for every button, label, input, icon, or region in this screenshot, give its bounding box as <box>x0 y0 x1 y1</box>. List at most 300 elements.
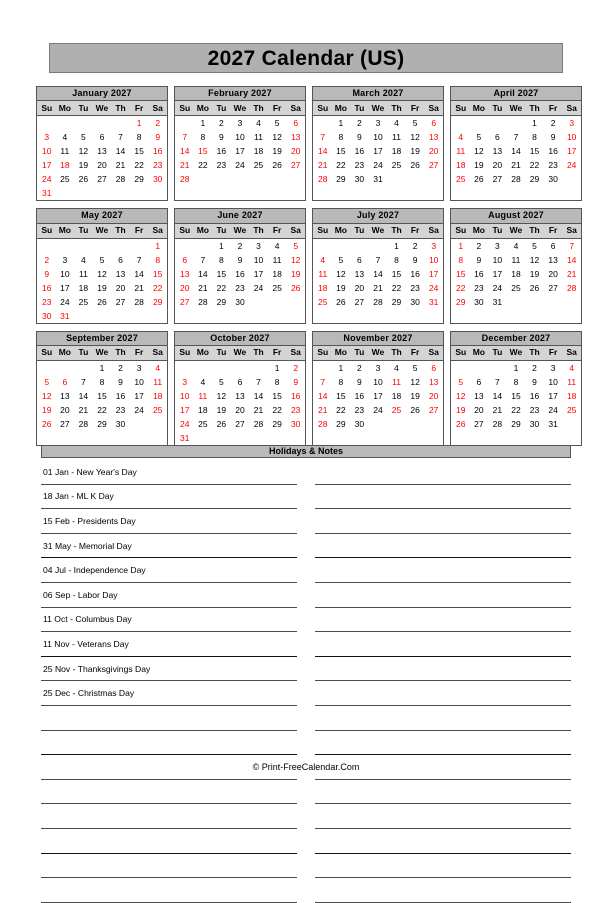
day-cell: 28 <box>198 296 208 307</box>
day-cell: 14 <box>180 146 190 157</box>
day-cell: 7 <box>256 377 261 388</box>
week-row <box>175 130 305 144</box>
day-cell: 30 <box>548 174 558 185</box>
day-cell: 18 <box>511 268 521 279</box>
weekday-header-th: Th <box>249 101 268 116</box>
day-cell: 23 <box>235 282 245 293</box>
day-cell: 31 <box>60 310 70 321</box>
day-cell: 10 <box>373 377 383 388</box>
weekday-header-row <box>451 101 581 116</box>
day-cell: 8 <box>99 377 105 388</box>
day-cell: 6 <box>62 377 68 388</box>
note-row-blank[interactable] <box>315 731 571 756</box>
day-cell: 8 <box>155 254 161 265</box>
day-cell-empty <box>111 238 130 253</box>
week-row <box>175 172 305 186</box>
week-row <box>175 144 305 158</box>
week-row <box>175 158 305 172</box>
month-table <box>451 346 581 431</box>
weekday-header-we: We <box>93 224 112 239</box>
day-cell: 2 <box>293 363 299 374</box>
day-cell: 2 <box>44 254 50 265</box>
holiday-note-row[interactable]: 01 Jan - New Year's Day <box>41 460 297 485</box>
day-cell: 20 <box>180 282 190 293</box>
weekday-header-row <box>451 346 581 361</box>
day-cell: 23 <box>42 296 52 307</box>
note-row-blank[interactable] <box>315 608 571 633</box>
weekday-header-we: We <box>507 101 526 116</box>
day-cell: 15 <box>97 391 107 402</box>
day-cell: 21 <box>198 282 208 293</box>
week-row <box>175 295 305 309</box>
note-row-blank[interactable] <box>315 854 571 879</box>
day-cell: 12 <box>97 268 107 279</box>
holiday-note-row[interactable]: 04 Jul - Independence Day <box>41 558 297 583</box>
day-cell: 7 <box>495 377 500 388</box>
day-cell: 21 <box>511 160 521 171</box>
day-cell: 3 <box>62 254 68 265</box>
day-cell: 3 <box>569 118 575 129</box>
day-cell: 16 <box>474 268 484 279</box>
weekday-header-th: Th <box>387 346 406 361</box>
day-cell: 25 <box>391 405 402 416</box>
note-row-blank[interactable] <box>315 509 571 534</box>
note-row-blank[interactable] <box>315 657 571 682</box>
day-cell: 16 <box>152 146 163 157</box>
week-row <box>37 116 167 131</box>
weekday-header-fr: Fr <box>406 224 425 239</box>
weekday-header-th: Th <box>249 224 268 239</box>
week-row <box>451 130 581 144</box>
day-cell: 11 <box>567 377 577 388</box>
day-cell: 8 <box>338 132 344 143</box>
day-cell: 6 <box>431 118 437 129</box>
month-table <box>313 224 443 309</box>
day-cell: 13 <box>235 391 245 402</box>
day-cell: 18 <box>391 391 402 402</box>
day-cell: 2 <box>118 363 123 374</box>
day-cell: 1 <box>274 363 280 374</box>
day-cell: 4 <box>569 363 575 374</box>
day-cell: 27 <box>290 160 301 171</box>
day-cell: 17 <box>566 146 577 157</box>
day-cell: 14 <box>318 391 328 402</box>
week-row <box>175 403 305 417</box>
day-cell: 31 <box>373 174 383 185</box>
weekday-header-fr: Fr <box>130 224 149 239</box>
week-row <box>313 403 443 417</box>
day-cell-empty <box>37 238 56 253</box>
holiday-note-row[interactable]: 25 Dec - Christmas Day <box>41 681 297 706</box>
day-cell: 16 <box>216 146 227 157</box>
month-title: July 2027 <box>313 209 443 223</box>
day-cell: 4 <box>155 363 161 374</box>
day-cell: 21 <box>115 160 126 171</box>
day-cell: 22 <box>272 405 282 416</box>
week-row <box>37 172 167 186</box>
weekday-header-tu: Tu <box>74 101 93 116</box>
week-row <box>37 403 167 417</box>
day-cell-empty <box>194 172 213 186</box>
day-cell: 1 <box>99 363 105 374</box>
day-cell-empty <box>194 431 213 445</box>
weekday-header-sa: Sa <box>562 224 581 239</box>
day-cell: 9 <box>293 377 299 388</box>
day-cell: 5 <box>458 377 464 388</box>
day-cell: 2 <box>237 240 243 251</box>
holiday-note-row[interactable]: 18 Jan - ML K Day <box>41 485 297 510</box>
day-cell: 2 <box>532 363 537 374</box>
day-cell: 16 <box>529 391 540 402</box>
day-cell: 25 <box>318 296 328 307</box>
day-cell: 13 <box>354 268 365 279</box>
day-cell: 24 <box>235 160 245 171</box>
weekday-header-tu: Tu <box>350 224 369 239</box>
day-cell: 12 <box>272 132 282 143</box>
day-cell: 5 <box>412 363 418 374</box>
day-cell: 10 <box>253 254 264 265</box>
day-cell: 4 <box>320 254 326 265</box>
day-cell: 20 <box>492 160 503 171</box>
weekday-header-sa: Sa <box>148 101 167 116</box>
note-row-blank[interactable] <box>315 460 571 485</box>
day-cell: 16 <box>354 391 365 402</box>
day-cell: 14 <box>318 146 328 157</box>
note-row-blank[interactable] <box>315 829 571 854</box>
weekday-header-row <box>37 346 167 361</box>
day-cell-empty <box>507 116 526 131</box>
day-cell: 25 <box>566 405 577 416</box>
weekday-header-th: Th <box>111 224 130 239</box>
day-cell: 14 <box>198 268 208 279</box>
week-row <box>37 361 167 376</box>
weekday-header-tu: Tu <box>212 224 231 239</box>
holiday-note-row[interactable]: 15 Feb - Presidents Day <box>41 509 297 534</box>
day-cell-empty <box>130 186 149 200</box>
day-cell-empty <box>56 116 75 131</box>
weekday-header-sa: Sa <box>424 101 443 116</box>
week-row <box>175 281 305 295</box>
week-row <box>175 417 305 431</box>
holiday-note-row[interactable]: 11 Nov - Veterans Day <box>41 632 297 657</box>
day-cell-empty <box>313 238 332 253</box>
day-cell: 13 <box>115 268 126 279</box>
day-cell: 17 <box>42 160 52 171</box>
week-row <box>313 389 443 403</box>
note-row-blank[interactable] <box>315 485 571 510</box>
day-cell: 3 <box>375 363 381 374</box>
day-cell: 27 <box>115 296 126 307</box>
day-cell: 3 <box>256 240 261 251</box>
weekday-header-we: We <box>231 224 250 239</box>
weekday-header-we: We <box>507 224 526 239</box>
day-cell: 20 <box>60 405 70 416</box>
day-cell: 16 <box>548 146 558 157</box>
day-cell-empty <box>286 172 305 186</box>
day-cell: 25 <box>253 160 264 171</box>
day-cell: 7 <box>118 132 123 143</box>
day-cell: 13 <box>180 268 190 279</box>
weekday-header-fr: Fr <box>130 101 149 116</box>
day-cell: 19 <box>529 268 540 279</box>
weekday-header-su: Su <box>313 101 332 116</box>
day-cell: 25 <box>456 174 466 185</box>
day-cell: 15 <box>198 146 208 157</box>
day-cell-empty <box>93 186 112 200</box>
weekday-header-we: We <box>369 224 388 239</box>
holiday-note-row[interactable]: 06 Sep - Labor Day <box>41 583 297 608</box>
day-cell: 4 <box>200 377 206 388</box>
day-cell: 5 <box>293 240 299 251</box>
day-cell: 7 <box>569 240 575 251</box>
day-cell: 1 <box>394 240 399 251</box>
month-title: November 2027 <box>313 332 443 346</box>
day-cell: 29 <box>456 296 466 307</box>
day-cell: 3 <box>237 118 243 129</box>
notes-column-right <box>315 460 571 903</box>
day-cell: 19 <box>474 160 484 171</box>
day-cell: 14 <box>253 391 264 402</box>
day-cell: 11 <box>198 391 208 402</box>
footer-credit: © Print-FreeCalendar.Com <box>252 762 360 772</box>
day-cell-empty <box>93 238 112 253</box>
note-row-blank[interactable] <box>41 706 297 731</box>
month-table <box>37 101 167 200</box>
week-row <box>37 281 167 295</box>
day-cell: 12 <box>336 268 346 279</box>
day-cell: 10 <box>134 377 144 388</box>
note-row-blank[interactable] <box>315 632 571 657</box>
day-cell: 27 <box>474 419 484 430</box>
day-cell: 12 <box>290 254 301 265</box>
months-grid <box>36 86 582 446</box>
day-cell: 6 <box>357 254 362 265</box>
day-cell: 3 <box>431 240 437 251</box>
day-cell: 25 <box>152 405 163 416</box>
week-row <box>175 389 305 403</box>
day-cell: 15 <box>456 268 466 279</box>
month-title: December 2027 <box>451 332 581 346</box>
day-cell-empty <box>406 172 425 186</box>
day-cell: 11 <box>153 377 163 388</box>
day-cell: 8 <box>274 377 280 388</box>
note-row-blank[interactable] <box>315 681 571 706</box>
weekday-header-tu: Tu <box>74 224 93 239</box>
day-cell: 19 <box>456 405 466 416</box>
weekday-header-mo: Mo <box>470 101 489 116</box>
weekday-header-tu: Tu <box>350 346 369 361</box>
day-cell-empty <box>387 172 406 186</box>
weekday-header-fr: Fr <box>268 346 287 361</box>
weekday-header-mo: Mo <box>194 346 213 361</box>
weekday-header-su: Su <box>175 101 194 116</box>
weekday-header-tu: Tu <box>488 224 507 239</box>
month-block <box>174 208 306 323</box>
day-cell: 29 <box>152 296 163 307</box>
day-cell-empty <box>488 361 507 376</box>
day-cell-empty <box>175 361 194 376</box>
day-cell: 18 <box>318 282 328 293</box>
month-table <box>313 101 443 186</box>
day-cell: 17 <box>548 391 558 402</box>
day-cell: 19 <box>290 268 301 279</box>
day-cell: 4 <box>458 132 464 143</box>
note-row-blank[interactable] <box>315 878 571 903</box>
month-title: September 2027 <box>37 332 167 346</box>
day-cell: 10 <box>60 268 70 279</box>
day-cell: 8 <box>513 377 519 388</box>
weekday-header-su: Su <box>175 224 194 239</box>
day-cell: 22 <box>134 160 144 171</box>
weekday-header-tu: Tu <box>488 346 507 361</box>
day-cell: 1 <box>338 363 344 374</box>
day-cell: 10 <box>428 254 439 265</box>
day-cell: 23 <box>354 405 365 416</box>
day-cell-empty <box>451 361 470 376</box>
day-cell: 4 <box>394 363 399 374</box>
note-row-blank[interactable] <box>41 804 297 829</box>
day-cell: 31 <box>492 296 503 307</box>
weekday-header-mo: Mo <box>332 224 351 239</box>
month-table <box>313 346 443 431</box>
day-cell: 20 <box>290 146 301 157</box>
day-cell: 11 <box>60 146 70 157</box>
day-cell: 16 <box>290 391 301 402</box>
week-row <box>37 238 167 253</box>
day-cell: 20 <box>474 405 484 416</box>
day-cell: 20 <box>354 282 365 293</box>
day-cell: 27 <box>60 419 70 430</box>
day-cell: 5 <box>274 118 280 129</box>
weekday-header-tu: Tu <box>488 101 507 116</box>
week-row <box>451 281 581 295</box>
day-cell: 8 <box>338 377 344 388</box>
day-cell: 24 <box>373 160 383 171</box>
day-cell: 3 <box>136 363 142 374</box>
week-row <box>37 186 167 200</box>
day-cell: 4 <box>513 240 519 251</box>
day-cell: 6 <box>99 132 105 143</box>
day-cell: 17 <box>134 391 144 402</box>
day-cell: 26 <box>456 419 466 430</box>
day-cell: 25 <box>391 160 402 171</box>
day-cell-empty <box>507 295 526 309</box>
week-row <box>37 417 167 431</box>
day-cell: 4 <box>394 118 399 129</box>
day-cell: 24 <box>566 160 577 171</box>
day-cell: 5 <box>412 118 418 129</box>
day-cell: 27 <box>428 405 439 416</box>
day-cell: 11 <box>392 377 401 388</box>
week-row <box>313 238 443 253</box>
day-cell-empty <box>268 431 287 445</box>
month-table <box>175 224 305 309</box>
note-row-blank[interactable] <box>315 534 571 559</box>
day-cell: 14 <box>492 391 503 402</box>
day-cell: 14 <box>78 391 89 402</box>
day-cell: 8 <box>200 132 206 143</box>
day-cell: 12 <box>78 146 89 157</box>
holiday-note-row[interactable]: 31 May - Memorial Day <box>41 534 297 559</box>
day-cell-empty <box>562 172 581 186</box>
month-title: May 2027 <box>37 209 167 223</box>
holiday-note-row[interactable]: 25 Nov - Thanksgivings Day <box>41 657 297 682</box>
day-cell-empty <box>194 238 213 253</box>
day-cell: 26 <box>272 160 282 171</box>
day-cell: 12 <box>529 254 540 265</box>
note-row-blank[interactable] <box>41 878 297 903</box>
day-cell: 28 <box>115 174 126 185</box>
day-cell-empty <box>194 361 213 376</box>
day-cell: 19 <box>42 405 52 416</box>
month-title: February 2027 <box>175 87 305 101</box>
note-row-blank[interactable] <box>41 780 297 805</box>
note-row-blank[interactable] <box>315 780 571 805</box>
holiday-note-row[interactable]: 11 Oct - Columbus Day <box>41 608 297 633</box>
day-cell: 26 <box>410 405 420 416</box>
weekday-header-row <box>175 224 305 239</box>
day-cell: 29 <box>216 296 227 307</box>
day-cell: 26 <box>290 282 301 293</box>
day-cell: 5 <box>338 254 344 265</box>
day-cell: 6 <box>550 240 556 251</box>
day-cell-empty <box>212 361 231 376</box>
note-row-blank[interactable] <box>315 804 571 829</box>
day-cell: 24 <box>428 282 439 293</box>
week-row <box>451 238 581 253</box>
month-title: April 2027 <box>451 87 581 101</box>
day-cell: 30 <box>115 419 126 430</box>
day-cell-empty <box>249 361 268 376</box>
note-row-blank[interactable] <box>41 829 297 854</box>
day-cell: 21 <box>373 282 383 293</box>
day-cell: 28 <box>253 419 264 430</box>
day-cell: 3 <box>375 118 381 129</box>
day-cell-empty <box>231 172 250 186</box>
weekday-header-su: Su <box>313 224 332 239</box>
week-row <box>37 309 167 323</box>
weekday-header-row <box>313 101 443 116</box>
day-cell: 9 <box>118 377 123 388</box>
day-cell: 30 <box>354 174 365 185</box>
note-row-blank[interactable] <box>315 583 571 608</box>
week-row <box>451 295 581 309</box>
month-title: October 2027 <box>175 332 305 346</box>
note-row-blank[interactable] <box>41 854 297 879</box>
day-cell-empty <box>562 295 581 309</box>
month-title: January 2027 <box>37 87 167 101</box>
note-row-blank[interactable] <box>41 731 297 756</box>
weekday-header-row <box>313 346 443 361</box>
note-row-blank[interactable] <box>315 706 571 731</box>
day-cell-empty <box>130 417 149 431</box>
day-cell: 7 <box>136 254 142 265</box>
day-cell: 27 <box>428 160 439 171</box>
day-cell: 17 <box>235 146 245 157</box>
day-cell: 22 <box>198 160 208 171</box>
note-row-blank[interactable] <box>315 558 571 583</box>
day-cell: 28 <box>318 419 328 430</box>
day-cell: 5 <box>219 377 224 388</box>
day-cell: 9 <box>532 377 537 388</box>
day-cell: 19 <box>78 160 89 171</box>
day-cell: 19 <box>410 391 420 402</box>
day-cell: 15 <box>511 391 521 402</box>
day-cell: 8 <box>136 132 142 143</box>
week-row <box>313 158 443 172</box>
day-cell-empty <box>93 309 112 323</box>
day-cell: 17 <box>373 391 383 402</box>
